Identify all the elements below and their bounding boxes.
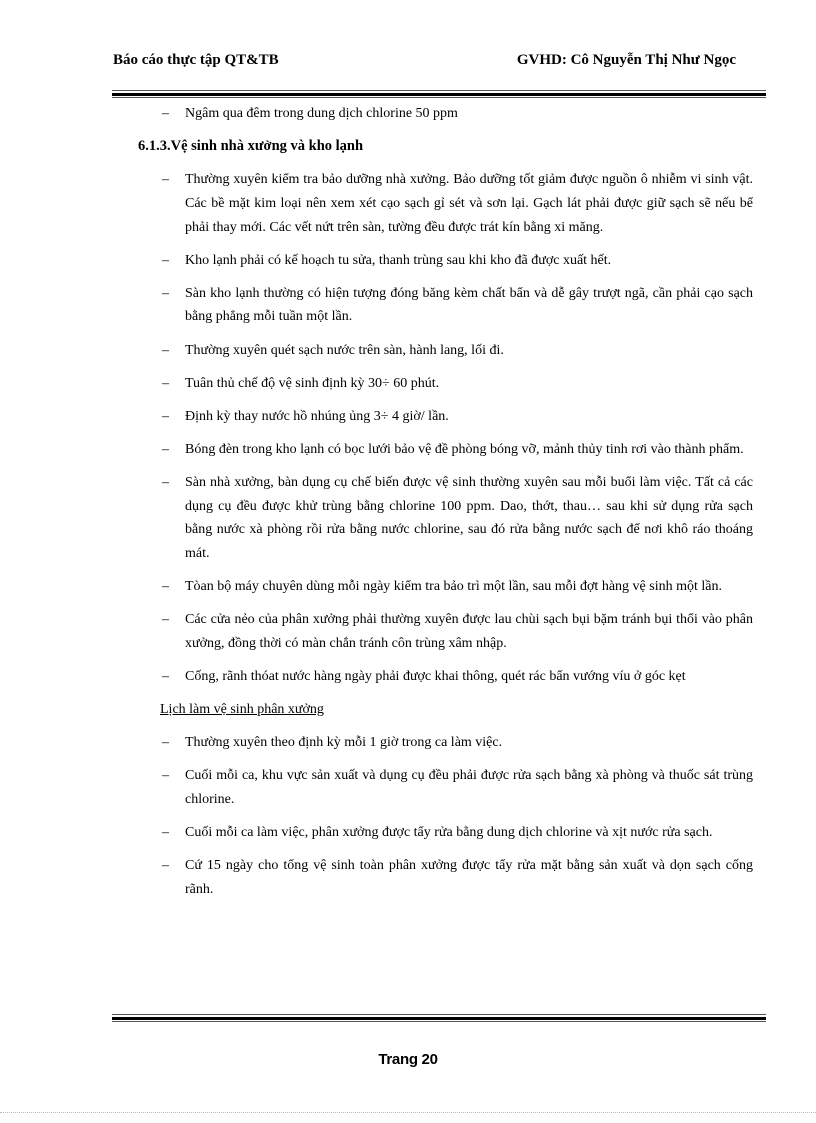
list-item-text: Cuối mỗi ca làm việc, phân xưởng được tẩy rửa bằng dung dịch chlorine và xịt nước rửa sạch.: [185, 825, 713, 841]
list-item: [138, 438, 753, 462]
list-item-text: Thường xuyên theo định kỳ mỗi 1 giờ trong ca làm việc.: [185, 735, 503, 751]
list-item-text: Cuối mỗi ca, khu vực sản xuất và dụng cụ đều phải được rửa sạch bằng xà phòng và thuốc sát trùng chlorine.: [185, 768, 753, 808]
bullet-dash: –: [162, 579, 169, 595]
list-item-text: Sàn kho lạnh thường có hiện tượng đóng băng kèm chất bẩn và dễ gây trượt ngã, cần phải cạo sạch bằng phẳng mỗi tuần một lần.: [185, 285, 753, 325]
header-rule: [112, 90, 766, 98]
list-item: [138, 405, 753, 429]
footer-rule: [112, 1014, 766, 1022]
bullet-dash: –: [162, 768, 169, 784]
list-item: [138, 339, 753, 363]
header-advisor: GVHD: Cô Nguyễn Thị Như Ngọc: [516, 52, 736, 68]
schedule-list: [138, 731, 753, 901]
list-item: [138, 764, 753, 811]
list-item-text: Cứ 15 ngày cho tổng vệ sinh toàn phân xưởng được tẩy rửa mặt bằng sản xuất và dọn sạch cống rãnh.: [185, 858, 753, 897]
bullet-dash: –: [162, 285, 169, 301]
header-report-title: Báo cáo thực tập QT&TB: [113, 52, 279, 68]
page-boundary: [0, 1112, 816, 1113]
bullet-dash: –: [162, 342, 169, 358]
page-body: [138, 102, 753, 911]
list-item-text: Cống, rãnh thóat nước hàng ngày phải được khai thông, quét rác bẩn vướng víu ở góc kẹt: [185, 669, 686, 685]
bullet-dash: –: [162, 408, 169, 424]
section-list: [138, 168, 753, 689]
list-item-text: Thường xuyên quét sạch nước trên sàn, hành lang, lối đi.: [185, 342, 504, 358]
bullet-dash: –: [162, 858, 169, 874]
bullet-dash: –: [162, 172, 169, 188]
bullet-dash: –: [162, 612, 169, 628]
bullet-dash: –: [162, 735, 169, 751]
section-heading: 6.1.3.Vệ sinh nhà xưởng và kho lạnh: [138, 138, 364, 155]
list-item-text: Kho lạnh phải có kế hoạch tu sửa, thanh trùng sau khi kho đã được xuất hết.: [185, 252, 612, 268]
list-item: [138, 282, 753, 329]
list-item-text: Tòan bộ máy chuyên dùng mỗi ngày kiểm tra bảo trì một lần, sau mỗi đợt hàng vệ sinh một lần.: [185, 579, 722, 595]
list-item: [138, 249, 753, 273]
list-item: [138, 608, 753, 655]
schedule-heading: Lịch làm vệ sinh phân xưởng: [160, 702, 324, 718]
list-item: [138, 821, 753, 845]
bullet-dash: –: [162, 825, 169, 841]
list-item: [138, 575, 753, 599]
bullet-dash: –: [162, 375, 169, 391]
bullet-dash: –: [162, 474, 169, 490]
list-item-text: Sàn nhà xưởng, bàn dụng cụ chế biến được vệ sinh thường xuyên sau mỗi buổi làm việc. Tất cả các dụng cụ đều được khử trùng bằng chlorine 100 ppm. Dao, thớt, thau… sau khi sử dụng rửa sạch bằng nước xà phòng rồi rửa bằng nước chlorine, sau đó rửa bằng nước sạch để nơi khô ráo thoáng mát.: [185, 474, 753, 562]
bullet-dash: –: [162, 441, 169, 457]
list-item: [138, 168, 753, 239]
list-item: [138, 731, 753, 755]
list-item-text: Tuân thủ chế độ vệ sinh định kỳ 30÷ 60 phút.: [185, 375, 440, 391]
list-item-text: Bóng đèn trong kho lạnh có bọc lưới bảo vệ đề phòng bóng vỡ, mảnh thủy tinh rơi vào thành phẩm.: [185, 441, 744, 457]
list-item-text: Định kỳ thay nước hồ nhúng ủng 3÷ 4 giờ/ lần.: [185, 408, 449, 424]
list-item: [138, 665, 753, 689]
list-item-text: Thường xuyên kiểm tra bảo dưỡng nhà xưởng. Bảo dưỡng tốt giảm được nguồn ô nhiễm vi sinh vật. Các bề mặt kim loại nên xem xét cạo sạch gỉ sét và sơn lại. Gạch lát phải được giữ sạch sẽ nếu bể phải thay mới. Các vết nứt trên sàn, tường đều được trát kín bằng xi măng.: [185, 172, 753, 235]
list-item-text: Các cửa nẻo của phân xưởng phải thường xuyên được lau chùi sạch bụi bặm tránh bụi thổi vào phân xưởng, đồng thời có màn chắn tránh côn trùng xâm nhập.: [185, 612, 753, 651]
list-item: [138, 372, 753, 396]
bullet-dash: –: [162, 106, 169, 121]
page-number: Trang 20: [378, 1051, 438, 1068]
bullet-dash: –: [162, 669, 169, 685]
list-item-text: Ngâm qua đêm trong dung dịch chlorine 50 ppm: [185, 106, 458, 121]
list-item: [138, 471, 753, 566]
list-item: [138, 854, 753, 901]
bullet-dash: –: [162, 252, 169, 268]
list-item: [138, 102, 753, 126]
